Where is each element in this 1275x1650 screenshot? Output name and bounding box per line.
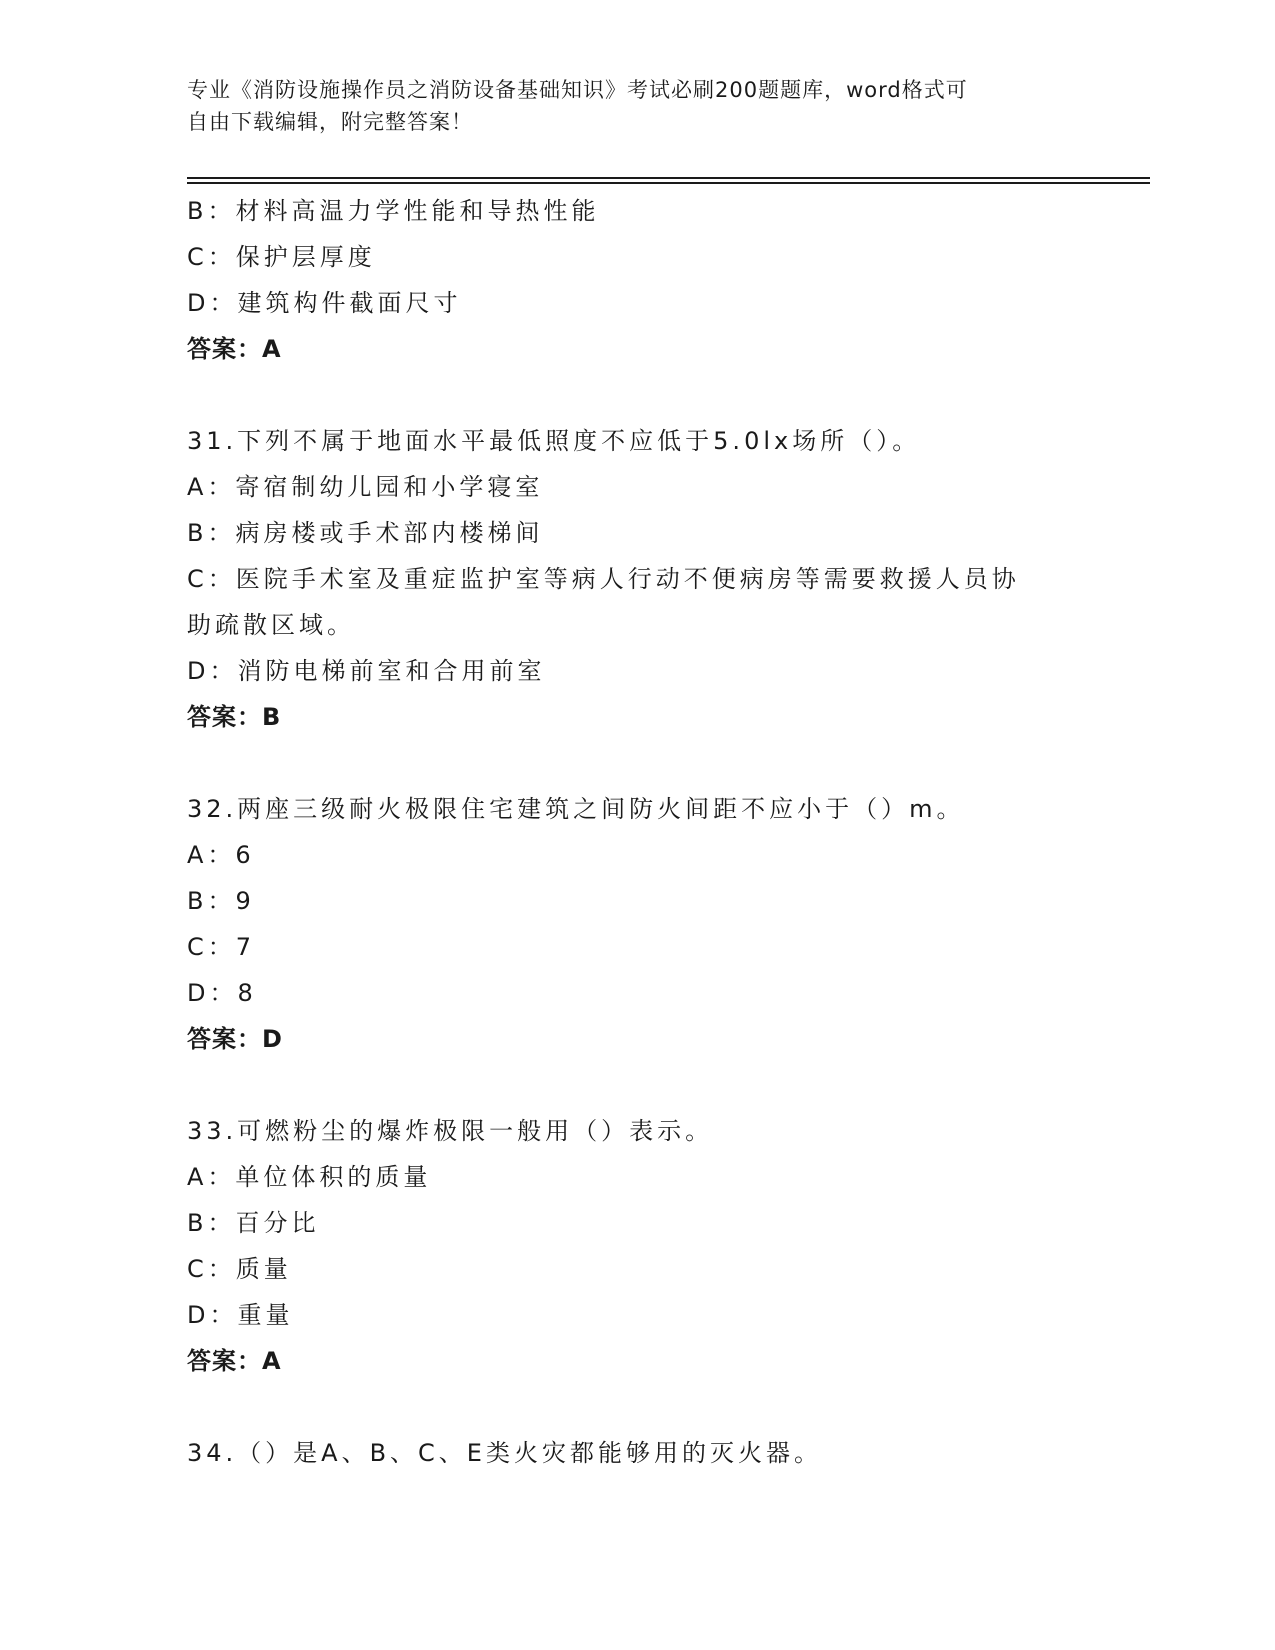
answer-label: 答案：A [187, 1347, 282, 1375]
question-block-31 [187, 418, 1087, 740]
question-block-34 [187, 1430, 1087, 1476]
option-b: B：9 [187, 887, 255, 915]
option-c: C：7 [187, 933, 256, 961]
question-stem: 32.两座三级耐火极限住宅建筑之间防火间距不应小于（）m。 [187, 795, 965, 823]
option-b: B：百分比 [187, 1209, 320, 1237]
question-block-32 [187, 786, 1087, 1062]
header-line-1: 专业《消防设施操作员之消防设备基础知识》考试必刷200题题库，word格式可 [187, 78, 968, 102]
question-block-30 [187, 188, 1087, 372]
option-a: A：6 [187, 841, 255, 869]
header-rule-top [187, 177, 1150, 179]
question-stem: 33.可燃粉尘的爆炸极限一般用（）表示。 [187, 1117, 714, 1145]
option-d: D：8 [187, 979, 257, 1007]
option-b: B：材料高温力学性能和导热性能 [187, 197, 600, 225]
question-stem: 31.下列不属于地面水平最低照度不应低于5.0lx场所（）。 [187, 427, 921, 455]
option-d: D：重量 [187, 1301, 294, 1329]
answer-label: 答案：B [187, 703, 282, 731]
document-header [187, 74, 1087, 138]
option-d: D：建筑构件截面尺寸 [187, 289, 462, 317]
option-d: D：消防电梯前室和合用前室 [187, 657, 546, 685]
option-a: A：寄宿制幼儿园和小学寝室 [187, 473, 544, 501]
answer-label: 答案：D [187, 1025, 283, 1053]
option-b: B：病房楼或手术部内楼梯间 [187, 519, 544, 547]
question-list [187, 188, 1087, 1476]
header-rule-bottom [187, 182, 1150, 184]
option-c: C：质量 [187, 1255, 292, 1283]
question-stem: 34.（）是A、B、C、E类火灾都能够用的灭火器。 [187, 1439, 822, 1467]
header-line-2: 自由下载编辑，附完整答案！ [187, 110, 473, 134]
answer-label: 答案：A [187, 335, 282, 363]
option-c: C：医院手术室及重症监护室等病人行动不便病房等需要救援人员协助疏散区域。 [187, 565, 1020, 639]
option-a: A：单位体积的质量 [187, 1163, 432, 1191]
option-c: C：保护层厚度 [187, 243, 376, 271]
question-block-33 [187, 1108, 1087, 1384]
